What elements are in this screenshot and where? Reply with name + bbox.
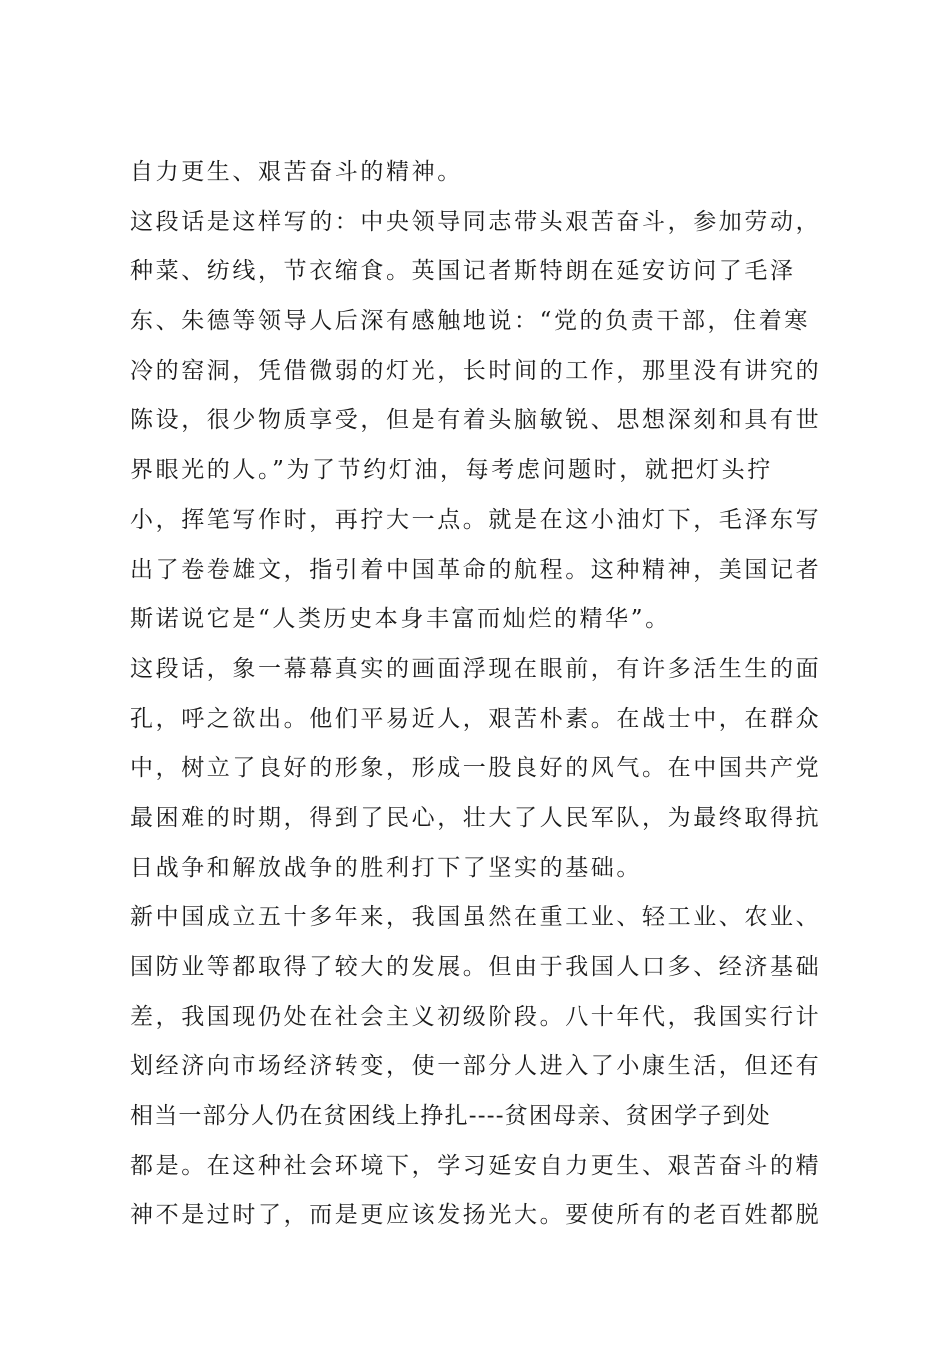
text-line: 孔，呼之欲出。他们平易近人，艰苦朴素。在战士中，在群众 — [130, 705, 822, 732]
text-line: 差，我国现仍处在社会主义初级阶段。八十年代，我国实行计 — [130, 1003, 822, 1030]
text-line: 界眼光的人。”为了节约灯油，每考虑问题时，就把灯头拧 — [130, 457, 773, 484]
text-line: 小，挥笔写作时，再拧大一点。就是在这小油灯下，毛泽东写 — [130, 506, 822, 533]
text-line: 自力更生、艰苦奋斗的精神。 — [130, 159, 463, 185]
text-line: 出了卷卷雄文，指引着中国革命的航程。这种精神，美国记者 — [130, 556, 822, 583]
text-line: 种菜、纺线，节衣缩食。英国记者斯特朗在延安访问了毛泽 — [130, 258, 796, 285]
text-line: 陈设，很少物质享受，但是有着头脑敏锐、思想深刻和具有世 — [130, 407, 822, 434]
text-line: 这段话是这样写的：中央领导同志带头艰苦奋斗，参加劳动， — [130, 208, 822, 235]
text-line: 新中国成立五十多年来，我国虽然在重工业、轻工业、农业、 — [130, 904, 822, 931]
text-line: 斯诺说它是“人类历史本身丰富而灿烂的精华”。 — [130, 606, 671, 633]
text-line: 都是。在这种社会环境下，学习延安自力更生、艰苦奋斗的精 — [130, 1152, 822, 1179]
text-line: 相当一部分人仍在贫困线上挣扎----贫困母亲、贫困学子到处 — [130, 1103, 771, 1130]
text-line: 中，树立了良好的形象，形成一股良好的风气。在中国共产党 — [130, 755, 822, 782]
text-line: 神不是过时了，而是更应该发扬光大。要使所有的老百姓都脱 — [130, 1202, 822, 1229]
text-line: 国防业等都取得了较大的发展。但由于我国人口多、经济基础 — [130, 954, 822, 980]
text-line: 划经济向市场经济转变，使一部分人进入了小康生活，但还有 — [130, 1053, 822, 1080]
text-line: 这段话，象一幕幕真实的画面浮现在眼前，有许多活生生的面 — [130, 655, 822, 682]
text-line: 日战争和解放战争的胜利打下了坚实的基础。 — [130, 854, 642, 881]
body-text — [130, 148, 830, 1241]
text-line: 冷的窑洞，凭借微弱的灯光，长时间的工作，那里没有讲究的 — [130, 357, 822, 384]
text-line: 东、朱德等领导人后深有感触地说：“党的负责干部，住着寒 — [130, 308, 810, 335]
text-line: 最困难的时期，得到了民心，壮大了人民军队，为最终取得抗 — [130, 804, 822, 831]
